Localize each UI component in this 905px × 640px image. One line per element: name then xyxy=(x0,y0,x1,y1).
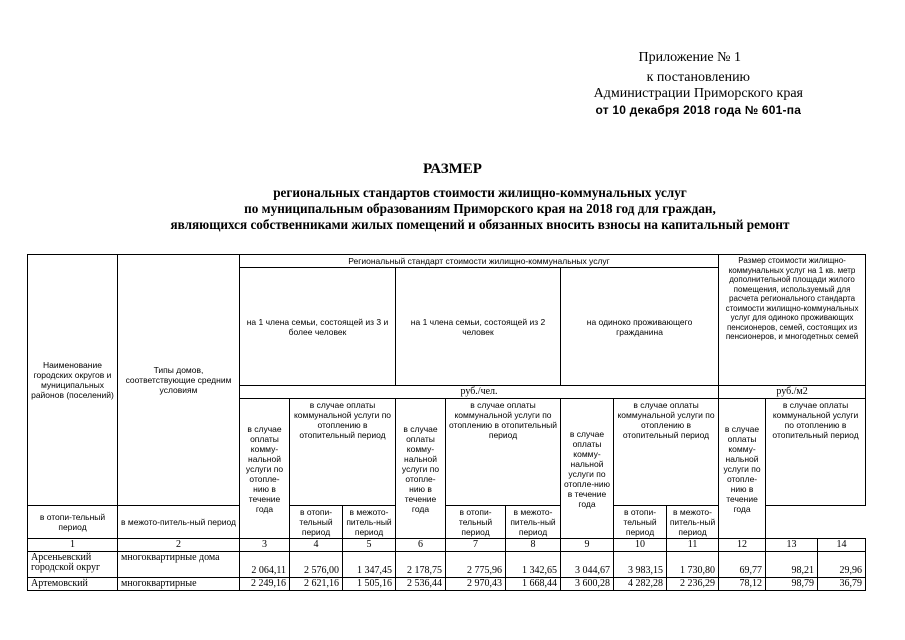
column-number: 6 xyxy=(396,539,446,552)
row-value: 1 347,45 xyxy=(343,552,396,578)
column-number: 9 xyxy=(561,539,614,552)
column-number: 1 xyxy=(28,539,118,552)
row-value: 2 249,16 xyxy=(240,578,290,591)
row-value: 2 236,29 xyxy=(667,578,719,591)
appendix-line-2: к постановлению xyxy=(646,70,751,85)
row-value: 3 983,15 xyxy=(614,552,667,578)
document-title: РАЗМЕР xyxy=(423,161,482,177)
unit-m2: руб./м2 xyxy=(719,386,866,399)
sub-between-4: в межото-питель-ный период xyxy=(667,506,719,539)
subtitle-line-3: являющихся собственниками жилых помещений и обязанных вносить взносы на капитальный ремонт xyxy=(170,217,790,232)
column-number: 2 xyxy=(118,539,240,552)
column-number: 4 xyxy=(290,539,343,552)
row-value: 3 044,67 xyxy=(561,552,614,578)
row-value: 1 730,80 xyxy=(667,552,719,578)
row-value: 29,96 xyxy=(818,552,866,578)
table-row xyxy=(28,578,866,591)
subtitle-line-1: региональных стандартов стоимости жилищно-коммунальных услуг xyxy=(273,185,687,200)
table-row xyxy=(28,552,866,578)
unit-person: руб./чел. xyxy=(240,386,719,399)
header-name: Наименование городских округов и муниципальных районов (поселений) xyxy=(28,255,118,506)
column-number: 8 xyxy=(506,539,561,552)
group-2: на 1 члена семьи, состоящей из 2 человек xyxy=(396,268,561,386)
row-value: 3 600,28 xyxy=(561,578,614,591)
standards-table xyxy=(27,254,866,591)
sub-heating-period-3: в отопи-тельный период xyxy=(446,506,506,539)
sub-nonheat-1: в случае оплаты комму-нальной услуги по отопле-нию в течение года xyxy=(240,399,290,539)
row-value: 1 505,16 xyxy=(343,578,396,591)
group-single: на одиноко проживающего гражданина xyxy=(561,268,719,386)
row-name: Арсеньевский городской округ xyxy=(28,552,118,578)
header-types: Типы домов, соответствующие средним условиям xyxy=(118,255,240,506)
sub-nonheat-3: в случае оплаты комму-нальной услуги по отопле-нию в течение года xyxy=(561,399,614,539)
sub-nonheat-2: в случае оплаты комму-нальной услуги по отопле-нию в течение года xyxy=(396,399,446,539)
appendix-line-1: Приложение № 1 xyxy=(638,50,741,65)
row-value: 2 576,00 xyxy=(290,552,343,578)
row-value: 1 342,65 xyxy=(506,552,561,578)
row-value: 2 775,96 xyxy=(446,552,506,578)
row-value: 78,12 xyxy=(719,578,766,591)
sub-between-1: в межото-питель-ный период xyxy=(118,506,240,539)
sub-between-2: в межото-питель-ный период xyxy=(343,506,396,539)
column-number: 14 xyxy=(818,539,866,552)
sub-heat-4: в случае оплаты коммунальной услуги по отоплению в отопительный период xyxy=(766,399,866,506)
sub-heating-period-1: в отопи-тельный период xyxy=(28,506,118,539)
column-number: 10 xyxy=(614,539,667,552)
column-number-row xyxy=(28,539,866,552)
subtitle-line-2: по муниципальным образованиям Приморского края на 2018 год для граждан, xyxy=(244,201,716,216)
row-value: 2 621,16 xyxy=(290,578,343,591)
row-value: 36,79 xyxy=(818,578,866,591)
column-number: 12 xyxy=(719,539,766,552)
appendix-block xyxy=(594,50,803,118)
document-subtitle xyxy=(100,185,860,233)
row-name: Артемовский xyxy=(28,578,118,591)
sub-heating-period-4: в отопи-тельный период xyxy=(614,506,667,539)
column-number: 7 xyxy=(446,539,506,552)
sub-heating-period-2: в отопи-тельный период xyxy=(290,506,343,539)
column-number: 3 xyxy=(240,539,290,552)
row-value: 2 536,44 xyxy=(396,578,446,591)
sub-heat-3: в случае оплаты коммунальной услуги по отоплению в отопительный период xyxy=(614,399,719,506)
sub-between-3: в межото-питель-ный период xyxy=(506,506,561,539)
row-value: 98,21 xyxy=(766,552,818,578)
row-type: многоквартирные дома xyxy=(118,552,240,578)
column-number: 11 xyxy=(667,539,719,552)
row-type: многоквартирные xyxy=(118,578,240,591)
sub-heat-1: в случае оплаты коммунальной услуги по отоплению в отопительный период xyxy=(290,399,396,506)
column-number: 13 xyxy=(766,539,818,552)
sub-heat-2: в случае оплаты коммунальной услуги по отоплению в отопительный период xyxy=(446,399,561,506)
header-standard: Региональный стандарт стоимости жилищно-коммунальных услуг xyxy=(240,255,719,268)
row-value: 69,77 xyxy=(719,552,766,578)
row-value: 2 178,75 xyxy=(396,552,446,578)
row-value: 4 282,28 xyxy=(614,578,667,591)
appendix-line-3: Администрации Приморского края xyxy=(593,86,803,101)
sub-nonheat-4: в случае оплаты комму-нальной услуги по отопле-нию в течение года xyxy=(719,399,766,539)
group-3-plus: на 1 члена семьи, состоящей из 3 и более человек xyxy=(240,268,396,386)
header-extra: Размер стоимости жилищно-коммунальных услуг на 1 кв. метр дополнительной площади жилого помещения, используемый для расчета регионального стандарта стоимости жилищно-коммунальных услуг для одиноко проживающих пенсионеров, семей, состоящих из пенсионеров, и многодетных семей xyxy=(719,255,866,386)
column-number: 5 xyxy=(343,539,396,552)
row-value: 98,79 xyxy=(766,578,818,591)
row-value: 1 668,44 xyxy=(506,578,561,591)
decree-line: от 10 декабря 2018 года № 601-па xyxy=(595,103,802,117)
row-value: 2 970,43 xyxy=(446,578,506,591)
row-value: 2 064,11 xyxy=(240,552,290,578)
